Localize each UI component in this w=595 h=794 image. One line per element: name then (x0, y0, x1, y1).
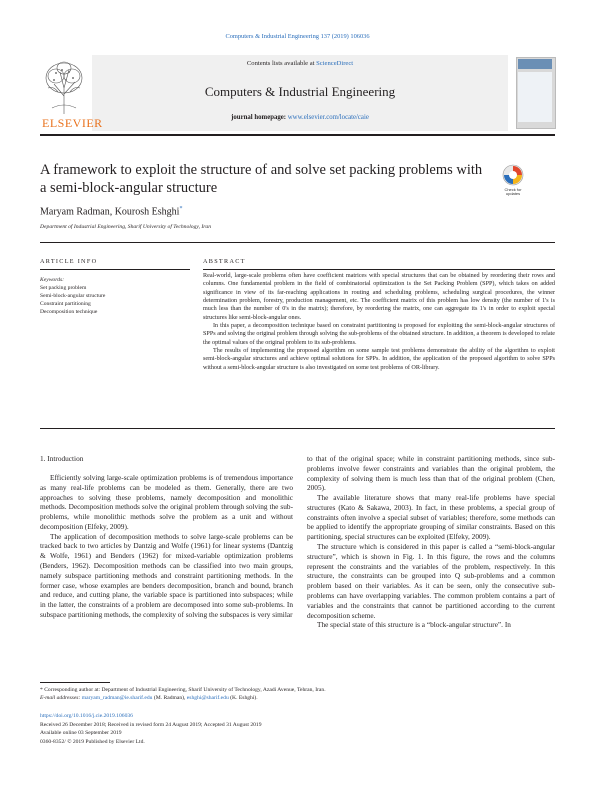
journal-homepage (92, 114, 508, 121)
publication-info (40, 712, 555, 746)
crossmark-icon[interactable] (500, 163, 526, 197)
abstract-rule (203, 269, 555, 270)
intro-paragraph: The special state of this structure is a “block-angular structure”. In (317, 620, 511, 630)
footnote (40, 686, 555, 702)
corresponding-author-note: * Corresponding author at: Department of Industrial Engineering, Sharif University of Technology, Azadi Avenue, Tehran, Iran. (40, 687, 326, 693)
keyword-item: Set packing problem (40, 285, 87, 291)
received-dates: Received 26 December 2018; Received in revised form 24 August 2019; Accepted 31 August 2019 (40, 721, 262, 728)
info-top-rule (40, 242, 555, 243)
article-info-rule (40, 269, 190, 270)
email-line (40, 694, 555, 702)
contents-prefix: Contents lists available at (246, 60, 317, 67)
header-rule (40, 134, 555, 136)
keywords-label: Keywords: (40, 277, 65, 283)
article-title: A framework to exploit the structure of and solve set packing problems with a semi-block-angular structure (40, 162, 483, 196)
elsevier-tree-logo (42, 58, 86, 116)
sciencedirect-link[interactable]: ScienceDirect (316, 60, 354, 67)
intro-paragraph: Efficiently solving large-scale optimization problems is of tremendous importance as many real-life problems can be modeled as them. Generally, there are two approaches to solving these problems, namely decomposition and monolithic methods. Decomposition methods solve the original problem through solving the sub-problems, while monolithic methods solve the problem as a unit and without decomposition (Elfeky, 2009). (40, 473, 293, 531)
article-info-heading: ARTICLE INFO (40, 258, 98, 265)
email-link[interactable]: eshghi@sharif.edu (186, 695, 229, 702)
contents-line (92, 60, 508, 67)
homepage-link[interactable]: www.elsevier.com/locate/caie (287, 114, 369, 121)
intro-right-column (307, 454, 555, 630)
intro-left-column (40, 473, 293, 620)
svg-text:updates: updates (505, 191, 521, 196)
authors (40, 206, 182, 217)
introduction-heading: 1. Introduction (40, 454, 84, 463)
abstract-heading: ABSTRACT (203, 258, 246, 265)
homepage-prefix: journal homepage: (231, 114, 288, 121)
abstract-paragraph: The results of implementing the proposed algorithm on some sample test problems demonstrate the ability of the algorithm to exploit semi-block-angular structures and achieve optimal solutions for SPPs. In addition, the application of the proposed algorithm to solve SPPs without a semi-block-angular structure is also investigated on some test problems of OR-library. (203, 348, 555, 371)
keyword-item: Constraint partitioning (40, 301, 91, 307)
abstract-body (203, 272, 555, 372)
abstract-paragraph: Real-world, large-scale problems often have coefficient matrices with special structures that can be obtained by reordering their rows and columns. One fundamental problem in the field of combinatorial optimization is the Set Packing Problem (SPP), which takes on added significance in view of its far-reaching applications in routing and scheduling problems, scheduling surgical procedures, the winner determination problem, forestry, production management, etc. The coefficient matrix of this problem has low density (the number of 1's is much less than the number of 0's in the matrix); therefore, by reordering the matrix, one can aggregate its 1's in order to exploit special structures like semi-block-angular ones. (203, 273, 555, 321)
abstract-paragraph: In this paper, a decomposition technique based on constraint partitioning is proposed for exploiting the semi-block-angular structures of SPPs and solving the original problem through solving the sub-problems of the obtained structure. In addition, a theorem is developed to relate the optimal values of the original problem to its sub-problems. (203, 323, 555, 346)
corresponding-mark[interactable]: * (179, 206, 183, 212)
svg-text:Check for: Check for (504, 187, 522, 192)
author-names: Maryam Radman, Kourosh Eshghi (40, 206, 180, 218)
abstract-bottom-rule (40, 428, 555, 429)
email-owner: (K. Eshghi). (228, 695, 258, 702)
intro-paragraph: to that of the original space; while in constraint partitioning methods, since sub-problems involve fewer constraints and variables than the original problem, the complexity of solving them is much less than that of the original problem (Chen, 2005). (307, 454, 555, 493)
affiliation: Department of Industrial Engineering, Sharif University of Technology, Iran (40, 224, 212, 230)
email-link[interactable]: maryam_radman@ie.sharif.edu (81, 695, 153, 702)
journal-name: Computers & Industrial Engineering (204, 84, 396, 99)
cover-banner (518, 59, 552, 69)
journal-reference[interactable]: Computers & Industrial Engineering 137 (2019) 106036 (225, 33, 370, 40)
intro-paragraph: The structure which is considered in this paper is called a “semi-block-angular structure”, which is shown in Fig. 1. In this figure, the rows and the columns represent the constraints and the variables of the problem, respectively. In this structure, the constraints can be grouped into Q sub-problems and a common problem based on their variables. As it can be seen, only the consecutive sub-problems can have overlapping variables. The common problem contains a part of variables and the constraints that cannot be partitioned according to the current decomposition scheme. (307, 542, 555, 620)
email-label: E-mail addresses: (40, 695, 82, 702)
intro-paragraph: The application of decomposition methods to solve large-scale problems can be tracked back to two articles by Dantzig and Wolfe (1961) for linear systems (Dantzig & Wolfe, 1961) and Benders (1962) for mixed-variable optimization problems (Benders, 1962). Decomposition methods can be classified into two main groups, namely subspace partitioning methods and constraint partitioning methods. In the former case, whose examples are benders decomposition, branch and bound, branch and reduce, and cutting plane, the variable space is partitioned into subspaces; while in the latter, the constraints of a problem are decomposed into some sub-problems. In subspace partitioning methods, the complexity of solving the subspaces is very similar (40, 531, 293, 619)
intro-paragraph: The available literature shows that many real-life problems have special structures (Kato & Sakawa, 2003). In fact, in these problems, a special group of constraints often involve a special subset of variables; therefore, some methods can be applied to identify the appropriate grouping of similar constraints. Based on this partitioning, special structures can be exploited (Elfeky, 2009). (307, 493, 555, 542)
footnote-rule (40, 682, 110, 683)
keyword-item: Decomposition technique (40, 309, 98, 315)
elsevier-wordmark: ELSEVIER (42, 116, 103, 130)
keyword-item: Semi-block-angular structure (40, 293, 106, 299)
available-online: Available online 03 September 2019 (40, 730, 122, 736)
cover-body (518, 72, 552, 122)
doi-link[interactable]: https://doi.org/10.1016/j.cie.2019.106036 (40, 713, 133, 719)
copyright: 0360-8352/ © 2019 Published by Elsevier Ltd. (40, 738, 145, 745)
email-owner: (M. Radman), (152, 695, 187, 702)
